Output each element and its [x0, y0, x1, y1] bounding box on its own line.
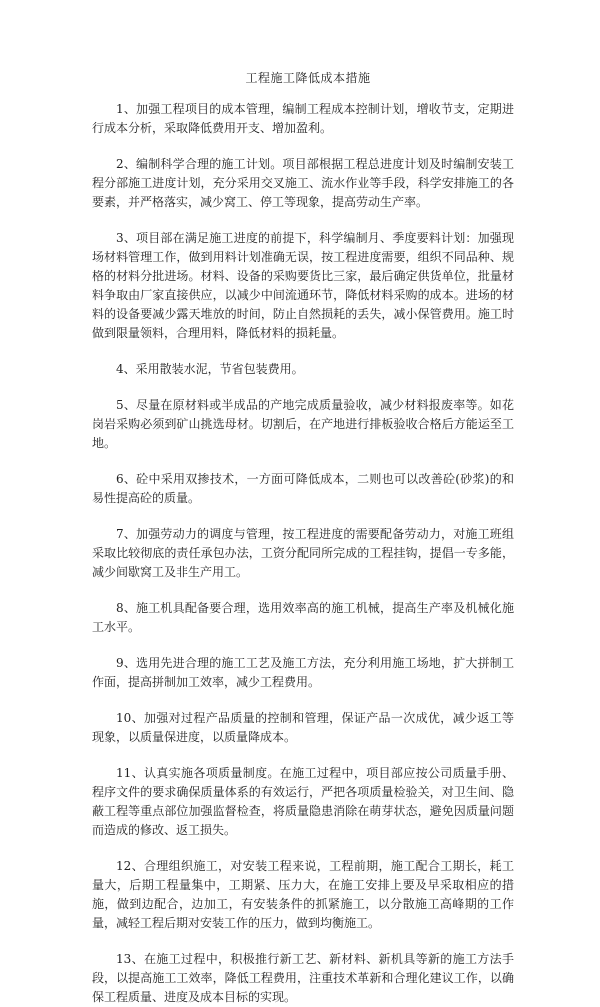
paragraph-9: 9、选用先进合理的施工工艺及施工方法，充分利用施工场地，扩大拼制工作面，提高拼制加工效率，减少工程费用。: [92, 656, 514, 689]
paragraph-11: 11、认真实施各项质量制度。在施工过程中，项目部应按公司质量手册、程序文件的要求确保质量体系的有效运行，严把各项质量检验关，对卫生间、隐蔽工程等重点部位加强监督检查，将质量隐患消除在萌芽状态，避免因质量问题而造成的修改、返工损失。: [92, 766, 514, 837]
document-body: [92, 100, 514, 1004]
document-title: 工程施工降低成本措施: [245, 71, 371, 85]
paragraph-13: 13、在施工过程中，积极推行新工艺、新材料、新机具等新的施工方法手段，以提高施工工效率，降低工程费用，注重技术革新和合理化建议工作，以确保工程质量、进度及成本目标的实现。: [92, 952, 514, 1004]
paragraph-8: 8、施工机具配备要合理，选用效率高的施工机械，提高生产率及机械化施工水平。: [92, 601, 514, 634]
paragraph-3: 3、项目部在满足施工进度的前提下，科学编制月、季度要料计划：加强现场材料管理工作，做到用料计划准确无误，按工程进度需要，组织不同品种、规格的材料分批进场。材料、设备的采购要货比三家，最后确定供货单位，批量材料争取由厂家直接供应，以减少中间流通环节，降低材料采购的成本。进场的材料的设备要减少露天堆放的时间，防止自然损耗的丢失，减小保管费用。施工时做到限量领料，合理用料，降低材料的损耗量。: [92, 231, 514, 340]
paragraph-7: 7、加强劳动力的调度与管理，按工程进度的需要配备劳动力，对施工班组采取比较彻底的责任承包办法，工资分配同所完成的工程挂钩，提倡一专多能，减少间歇窝工及非生产用工。: [92, 527, 514, 579]
paragraph-4: 4、采用散装水泥，节省包装费用。: [116, 362, 304, 376]
paragraph-10: 10、加强对过程产品质量的控制和管理，保证产品一次成优，减少返工等现象，以质量保进度，以质量降成本。: [92, 711, 514, 744]
paragraph-2: 2、编制科学合理的施工计划。项目部根据工程总进度计划及时编制安装工程分部施工进度计划，充分采用交叉施工、流水作业等手段，科学安排施工的各要素，并严格落实，减少窝工、停工等现象，提高劳动生产率。: [92, 157, 514, 209]
paragraph-5: 5、尽量在原材料或半成品的产地完成质量验收，减少材料报废率等。如花岗岩采购必须到矿山挑选母材。切割后，在产地进行排板验收合格后方能运至工地。: [92, 398, 514, 450]
paragraph-1: 1、加强工程项目的成本管理，编制工程成本控制计划，增收节支，定期进行成本分析，采取降低费用开支、增加盈利。: [92, 102, 514, 135]
paragraph-6: 6、砼中采用双掺技术，一方面可降低成本，二则也可以改善砼(砂浆)的和易性提高砼的质量。: [92, 472, 514, 505]
paragraph-12: 12、合理组织施工，对安装工程来说，工程前期，施工配合工期长，耗工量大，后期工程量集中，工期紧、压力大，在施工安排上要及早采取相应的措施，做到边配合，边加工，有安装条件的抓紧施工，以分散施工高峰期的工作量，减轻工程后期对安装工作的压力，做到均衡施工。: [92, 859, 514, 930]
